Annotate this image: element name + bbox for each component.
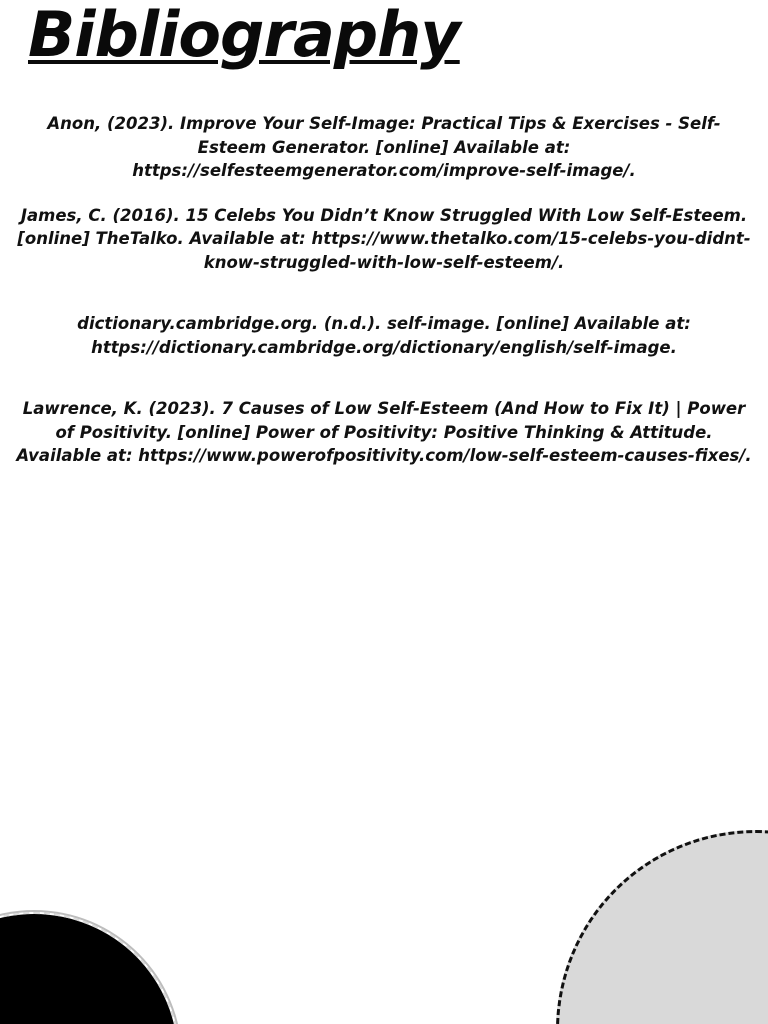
reference-list bbox=[14, 112, 754, 468]
reference-entry: James, C. (2016). 15 Celebs You Didn’t Know Struggled With Low Self-Esteem. [online] TheTalko. Available at: https://www.thetalko.com/15-celebs-you-didnt-know-struggled-with-low-self-esteem/. bbox=[17, 205, 751, 272]
reference-entry: Anon, (2023). Improve Your Self-Image: Practical Tips & Exercises - Self-Esteem Generator. [online] Available at: https://selfesteemgenerator.com/improve-self-image/. bbox=[47, 114, 721, 180]
reference-entry: Lawrence, K. (2023). 7 Causes of Low Self-Esteem (And How to Fix It) | Power of Positivity. [online] Power of Positivity: Positive Thinking & Attitude. Available at: https://www.powerofpositivity.com/low-self-esteem-causes-fixes/. bbox=[16, 399, 752, 465]
decorative-grey-circle bbox=[556, 830, 768, 1024]
reference-entry: dictionary.cambridge.org. (n.d.). self-image. [online] Available at: https://dictionary.cambridge.org/dictionary/english/self-image. bbox=[77, 314, 691, 357]
page-title: Bibliography bbox=[28, 0, 460, 71]
decorative-dashed-ring bbox=[0, 912, 180, 1024]
